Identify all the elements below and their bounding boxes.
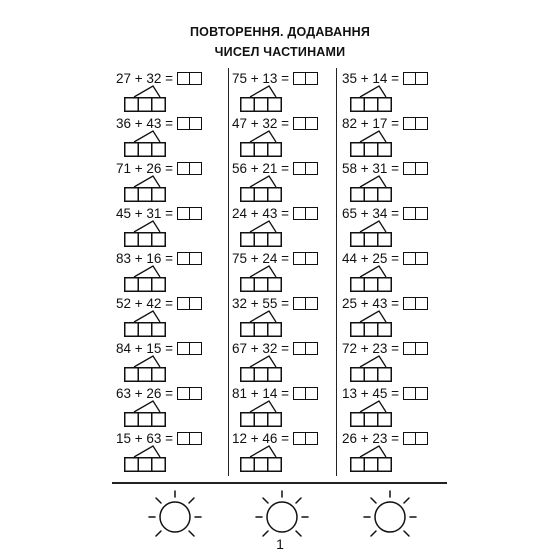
answer-digit-box[interactable] [189, 72, 202, 85]
answer-digit-box[interactable] [415, 72, 428, 85]
addition-problem [342, 160, 454, 205]
addition-problem [116, 250, 228, 295]
equation-text: 13 + 45 = [342, 385, 400, 401]
decomposition-boxes[interactable] [124, 263, 168, 293]
answer-digit-box[interactable] [305, 162, 318, 175]
answer-boxes[interactable] [403, 387, 426, 400]
equation-text: 63 + 26 = [116, 385, 174, 401]
answer-boxes[interactable] [293, 72, 316, 85]
equation-text: 36 + 43 = [116, 115, 174, 131]
addition-problem [232, 115, 344, 160]
decomposition-boxes[interactable] [124, 308, 168, 338]
addition-problem [232, 205, 344, 250]
equation-text: 15 + 63 = [116, 430, 174, 446]
decomposition-boxes[interactable] [350, 83, 394, 113]
answer-boxes[interactable] [403, 162, 426, 175]
decomposition-boxes[interactable] [240, 83, 284, 113]
decomposition-boxes[interactable] [350, 263, 394, 293]
addition-problem [342, 70, 454, 115]
answer-digit-box[interactable] [415, 387, 428, 400]
decomposition-boxes[interactable] [240, 398, 284, 428]
decomposition-boxes[interactable] [240, 128, 284, 158]
decomposition-boxes[interactable] [240, 218, 284, 248]
decomposition-boxes[interactable] [124, 398, 168, 428]
answer-boxes[interactable] [177, 207, 200, 220]
equation-text: 72 + 23 = [342, 340, 400, 356]
equation-text: 58 + 31 = [342, 160, 400, 176]
addition-problem [342, 430, 454, 475]
answer-boxes[interactable] [293, 252, 316, 265]
answer-boxes[interactable] [293, 297, 316, 310]
addition-problem [342, 250, 454, 295]
decomposition-boxes[interactable] [124, 218, 168, 248]
addition-problem [232, 385, 344, 430]
answer-digit-box[interactable] [305, 432, 318, 445]
addition-problem [232, 340, 344, 385]
equation-text: 32 + 55 = [232, 295, 290, 311]
answer-boxes[interactable] [177, 72, 200, 85]
addition-problem [116, 430, 228, 475]
equation-text: 26 + 23 = [342, 430, 400, 446]
answer-digit-box[interactable] [189, 387, 202, 400]
answer-boxes[interactable] [403, 117, 426, 130]
addition-problem [232, 250, 344, 295]
answer-digit-box[interactable] [305, 117, 318, 130]
answer-boxes[interactable] [177, 162, 200, 175]
answer-boxes[interactable] [293, 342, 316, 355]
addition-problem [342, 115, 454, 160]
equation-text: 27 + 32 = [116, 70, 174, 86]
equation-text: 45 + 31 = [116, 205, 174, 221]
addition-problem [116, 115, 228, 160]
equation-text: 83 + 16 = [116, 250, 174, 266]
answer-digit-box[interactable] [189, 252, 202, 265]
answer-digit-box[interactable] [415, 207, 428, 220]
decomposition-boxes[interactable] [350, 443, 394, 473]
answer-boxes[interactable] [403, 342, 426, 355]
answer-digit-box[interactable] [189, 117, 202, 130]
answer-digit-box[interactable] [415, 117, 428, 130]
addition-problem [342, 340, 454, 385]
answer-digit-box[interactable] [305, 297, 318, 310]
addition-problem [342, 205, 454, 250]
answer-digit-box[interactable] [189, 162, 202, 175]
addition-problem [116, 295, 228, 340]
answer-boxes[interactable] [403, 432, 426, 445]
decomposition-boxes[interactable] [350, 398, 394, 428]
addition-problem [232, 430, 344, 475]
equation-text: 47 + 32 = [232, 115, 290, 131]
equation-text: 75 + 24 = [232, 250, 290, 266]
answer-boxes[interactable] [177, 252, 200, 265]
decomposition-boxes[interactable] [350, 353, 394, 383]
equation-text: 12 + 46 = [232, 430, 290, 446]
addition-problem [116, 160, 228, 205]
equation-text: 56 + 21 = [232, 160, 290, 176]
worksheet-title-line-1: ПОВТОРЕННЯ. ДОДАВАННЯ [189, 25, 371, 39]
answer-boxes[interactable] [293, 432, 316, 445]
decomposition-boxes[interactable] [350, 308, 394, 338]
decomposition-boxes[interactable] [350, 218, 394, 248]
addition-problem [116, 70, 228, 115]
addition-problem [232, 160, 344, 205]
answer-digit-box[interactable] [189, 207, 202, 220]
equation-text: 25 + 43 = [342, 295, 400, 311]
answer-digit-box[interactable] [415, 342, 428, 355]
decomposition-boxes[interactable] [240, 443, 284, 473]
equation-text: 52 + 42 = [116, 295, 174, 311]
decomposition-boxes[interactable] [124, 128, 168, 158]
equation-text: 81 + 14 = [232, 385, 290, 401]
answer-boxes[interactable] [403, 207, 426, 220]
equation-text: 67 + 32 = [232, 340, 290, 356]
addition-problem [342, 385, 454, 430]
answer-boxes[interactable] [403, 252, 426, 265]
equation-text: 35 + 14 = [342, 70, 400, 86]
equation-text: 65 + 34 = [342, 205, 400, 221]
answer-digit-box[interactable] [189, 342, 202, 355]
addition-problem [116, 385, 228, 430]
answer-boxes[interactable] [293, 207, 316, 220]
answer-digit-box[interactable] [415, 432, 428, 445]
page-number: 1 [276, 536, 284, 552]
equation-text: 44 + 25 = [342, 250, 400, 266]
answer-boxes[interactable] [177, 297, 200, 310]
addition-problem [116, 205, 228, 250]
decomposition-boxes[interactable] [350, 173, 394, 203]
bottom-rule [112, 482, 447, 484]
column-divider-left [228, 68, 229, 476]
addition-problem [232, 70, 344, 115]
decomposition-boxes[interactable] [124, 173, 168, 203]
addition-problem [232, 295, 344, 340]
equation-text: 75 + 13 = [232, 70, 290, 86]
answer-boxes[interactable] [177, 387, 200, 400]
addition-problem [342, 295, 454, 340]
worksheet-title-line-2: ЧИСЕЛ ЧАСТИНАМИ [214, 45, 346, 59]
answer-boxes[interactable] [293, 387, 316, 400]
answer-boxes[interactable] [177, 342, 200, 355]
equation-text: 71 + 26 = [116, 160, 174, 176]
decomposition-boxes[interactable] [240, 353, 284, 383]
decomposition-boxes[interactable] [124, 83, 168, 113]
answer-boxes[interactable] [293, 117, 316, 130]
answer-digit-box[interactable] [189, 432, 202, 445]
answer-boxes[interactable] [177, 432, 200, 445]
answer-boxes[interactable] [177, 117, 200, 130]
decomposition-boxes[interactable] [240, 173, 284, 203]
answer-digit-box[interactable] [189, 297, 202, 310]
answer-boxes[interactable] [293, 162, 316, 175]
equation-text: 24 + 43 = [232, 205, 290, 221]
answer-digit-box[interactable] [305, 207, 318, 220]
equation-text: 84 + 15 = [116, 340, 174, 356]
answer-digit-box[interactable] [305, 387, 318, 400]
equation-text: 82 + 17 = [342, 115, 400, 131]
answer-digit-box[interactable] [415, 162, 428, 175]
answer-digit-box[interactable] [305, 252, 318, 265]
answer-digit-box[interactable] [305, 72, 318, 85]
answer-boxes[interactable] [403, 297, 426, 310]
decomposition-boxes[interactable] [240, 263, 284, 293]
decomposition-boxes[interactable] [124, 353, 168, 383]
addition-problem [116, 340, 228, 385]
answer-digit-box[interactable] [415, 252, 428, 265]
answer-digit-box[interactable] [415, 297, 428, 310]
answer-boxes[interactable] [403, 72, 426, 85]
decomposition-boxes[interactable] [240, 308, 284, 338]
decomposition-boxes[interactable] [124, 443, 168, 473]
decomposition-boxes[interactable] [350, 128, 394, 158]
answer-digit-box[interactable] [305, 342, 318, 355]
